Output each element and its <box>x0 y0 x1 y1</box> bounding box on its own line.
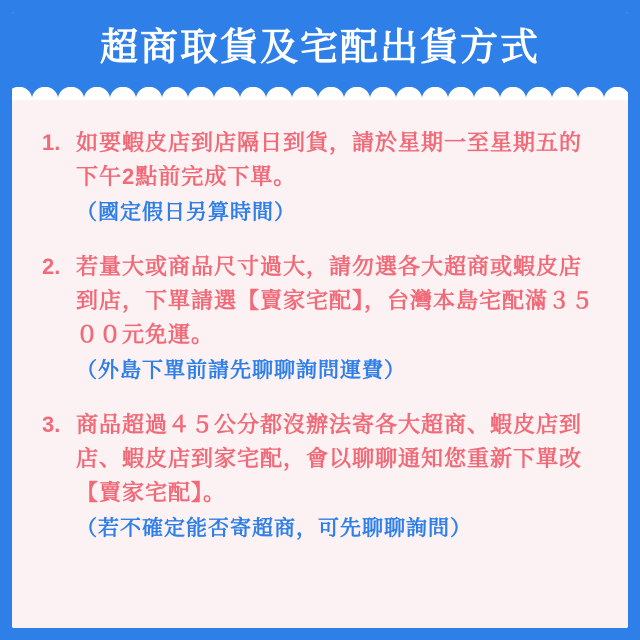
list-item-note: （若不確定能否寄超商，可先聊聊詢問） <box>76 517 472 540</box>
page-title: 超商取貨及宅配出貨方式 <box>99 27 540 69</box>
list-item <box>42 250 598 388</box>
wave-divider <box>12 87 628 100</box>
list-item-body <box>76 408 598 546</box>
list-item-number: 2. <box>42 254 61 279</box>
list-item <box>42 408 598 546</box>
list-item-text: 若量大或商品尺寸過大，請勿選各大超商或蝦皮店到店，下單請選【賣家宅配】，台灣本島宅配滿３５００元免運。 <box>76 254 595 347</box>
list-item-note: （外島下單前請先聊聊詢問運費） <box>76 359 406 382</box>
list-item-body <box>76 250 598 388</box>
list-item-text: 商品超過４５公分都沒辦法寄各大超商、蝦皮店到店、蝦皮店到家宅配，會以聊聊通知您重新下單改【賣家宅配】。 <box>76 412 583 505</box>
list-item-number: 3. <box>42 412 61 437</box>
poster-header <box>12 12 628 100</box>
list-item-number: 1. <box>42 130 61 155</box>
list-item-note: （國定假日另算時間） <box>76 201 296 224</box>
list-item-text: 如要蝦皮店到店隔日到貨，請於星期一至星期五的下午2點前完成下單。 <box>76 130 583 189</box>
list-item <box>42 126 598 230</box>
poster-card <box>12 12 628 628</box>
poster-body <box>12 100 628 628</box>
list-item-body <box>76 126 598 230</box>
